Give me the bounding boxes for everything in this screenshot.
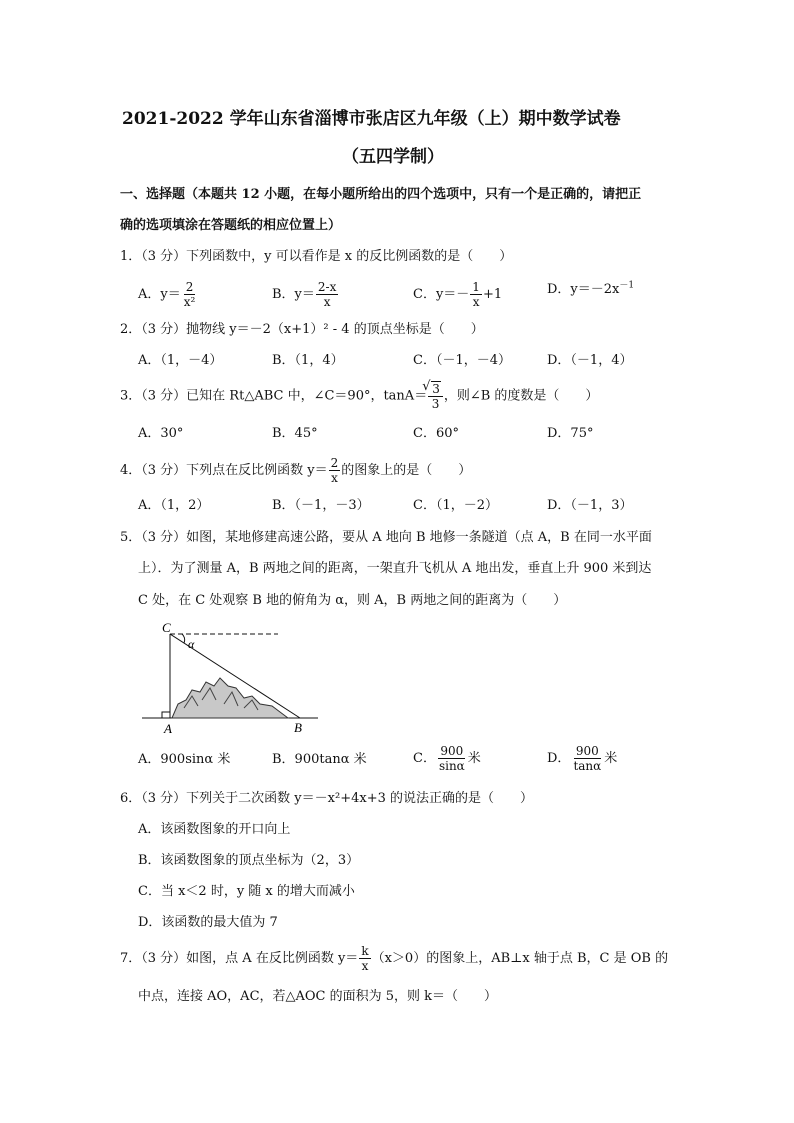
q3-option-d: D．75° [547, 426, 594, 441]
q4-option-c: C．（1，－2） [413, 498, 498, 513]
q5-c-fraction [437, 744, 467, 773]
q3-option-c: C．60° [413, 426, 459, 441]
q3-numerator [428, 381, 443, 397]
q7-denominator: x [361, 959, 369, 973]
label-b: B [294, 720, 302, 735]
q1-c-numerator: 1 [472, 280, 480, 294]
q5-c-suffix: 米 [467, 751, 481, 766]
q1-option-d [547, 282, 634, 298]
q1-a-numerator: 2 [185, 280, 194, 294]
q6-option-d: D．该函数的最大值为 7 [138, 915, 278, 930]
q1-option-a-prefix: A．y＝ [138, 287, 181, 302]
q6-option-b: B．该函数图象的顶点坐标为（2，3） [138, 853, 360, 868]
question-5-line2: 上）．为了测量 A，B 两地之间的距离，一架直升飞机从 A 地出发，垂直上升 900 米到达 [138, 561, 652, 576]
q1-option-c-suffix: +1 [482, 287, 503, 302]
q4-option-a: A．（1，2） [138, 498, 210, 513]
q1-option-c [413, 280, 502, 309]
label-c: C [162, 620, 171, 635]
q5-option-d [547, 744, 617, 773]
q5-d-numerator: 900 [575, 744, 599, 758]
q1-option-d-exponent: －1 [619, 280, 635, 291]
q1-a-denominator: x² [183, 295, 196, 309]
q1-b-numerator: 2-x [317, 280, 337, 294]
section-heading-line1: 一、选择题（本题共 12 小题，在每小题所给出的四个选项中，只有一个是正确的，请把正 [120, 187, 642, 202]
q1-option-b-prefix: B．y＝ [272, 287, 315, 302]
q3-denominator: 3 [431, 397, 440, 411]
question-7-stem [120, 944, 668, 973]
q7-numerator: k [361, 944, 369, 958]
q6-option-a: A．该函数图象的开口向上 [138, 822, 291, 837]
question-3-stem [120, 381, 598, 411]
q5-option-b: B．900tanα 米 [272, 752, 367, 767]
exam-subtitle: （五四学制） [342, 147, 444, 167]
q5-option-a: A．900sinα 米 [138, 752, 231, 767]
q5-d-fraction [571, 744, 603, 773]
question-5-line3: C 处，在 C 处观察 B 地的俯角为 α，则 A，B 两地之间的距离为（ ） [138, 593, 567, 608]
q1-option-b [272, 280, 339, 309]
section-heading-line2: 确的选项填涂在答题纸的相应位置上） [120, 218, 342, 233]
q5-d-suffix: 米 [604, 751, 618, 766]
q1-c-denominator: x [472, 295, 480, 309]
question-5-line1: 5．（3 分）如图，某地修建高速公路，要从 A 地向 B 地修一条隧道（点 A，B 在同一水平面 [120, 530, 652, 545]
right-angle-mark [162, 712, 170, 718]
q4-option-d: D．（－1，3） [547, 498, 633, 513]
tunnel-figure [140, 620, 330, 738]
q1-option-a-fraction [182, 280, 198, 309]
q2-option-b: B．（1，4） [272, 353, 344, 368]
label-a: A [164, 721, 172, 736]
q4-stem-prefix: 4．（3 分）下列点在反比例函数 y＝ [120, 463, 328, 478]
q1-option-a [138, 280, 198, 309]
q5-d-denominator: tanα [573, 759, 602, 773]
question-2-stem: 2．（3 分）抛物线 y＝－2（x+1）² - 4 的顶点坐标是（ ） [120, 322, 484, 337]
q3-sqrt: √ 3 [431, 381, 441, 396]
q2-option-c: C．（－1，－4） [413, 353, 511, 368]
q3-option-a: A．30° [138, 426, 184, 441]
exam-title: 2021-2022 学年山东省淄博市张店区九年级（上）期中数学试卷 [122, 109, 621, 129]
q5-c-numerator: 900 [440, 744, 464, 758]
q3-stem-suffix: ，则∠B 的度数是（ ） [443, 388, 599, 404]
q1-option-c-fraction [470, 280, 482, 309]
question-7-line2: 中点，连接 AO，AC，若△AOC 的面积为 5，则 k＝（ ） [138, 989, 498, 1004]
q4-numerator: 2 [330, 456, 339, 470]
q5-c-prefix: C． [413, 751, 436, 766]
q7-fraction [359, 944, 370, 973]
q3-stem-prefix: 3．（3 分）已知在 Rt△ABC 中，∠C＝90°，tanA＝ [120, 388, 428, 404]
q4-option-b: B．（－1，－3） [272, 498, 370, 513]
q1-option-b-fraction [316, 280, 338, 309]
q6-option-c: C．当 x＜2 时，y 随 x 的增大而减小 [138, 884, 355, 899]
q7-stem-prefix: 7．（3 分）如图，点 A 在反比例函数 y＝ [120, 951, 359, 966]
q5-option-c [413, 744, 481, 773]
mountain [172, 678, 288, 718]
question-4-stem [120, 456, 471, 485]
q3-option-b: B．45° [272, 426, 318, 441]
q1-option-c-prefix: C．y＝－ [413, 287, 470, 302]
q2-option-a: A．（1，－4） [138, 353, 223, 368]
q2-option-d: D．（－1，4） [547, 353, 633, 368]
label-alpha: α [188, 637, 195, 651]
q4-stem-suffix: 的图象上的是（ ） [341, 463, 472, 478]
q3-fraction [428, 381, 443, 411]
q1-b-denominator: x [323, 295, 331, 309]
q7-stem-suffix: （x＞0）的图象上，AB⊥x 轴于点 B，C 是 OB 的 [371, 951, 669, 966]
q5-d-prefix: D． [547, 751, 571, 766]
question-6-stem: 6．（3 分）下列关于二次函数 y＝－x²+4x+3 的说法正确的是（ ） [120, 791, 533, 806]
q1-option-d-text: D．y＝－2x [547, 282, 620, 297]
question-1-stem: 1．（3 分）下列函数中，y 可以看作是 x 的反比例函数的是（ ） [120, 249, 513, 264]
q4-denominator: x [331, 471, 338, 485]
q5-c-denominator: sinα [438, 759, 465, 773]
q4-fraction [329, 456, 341, 485]
